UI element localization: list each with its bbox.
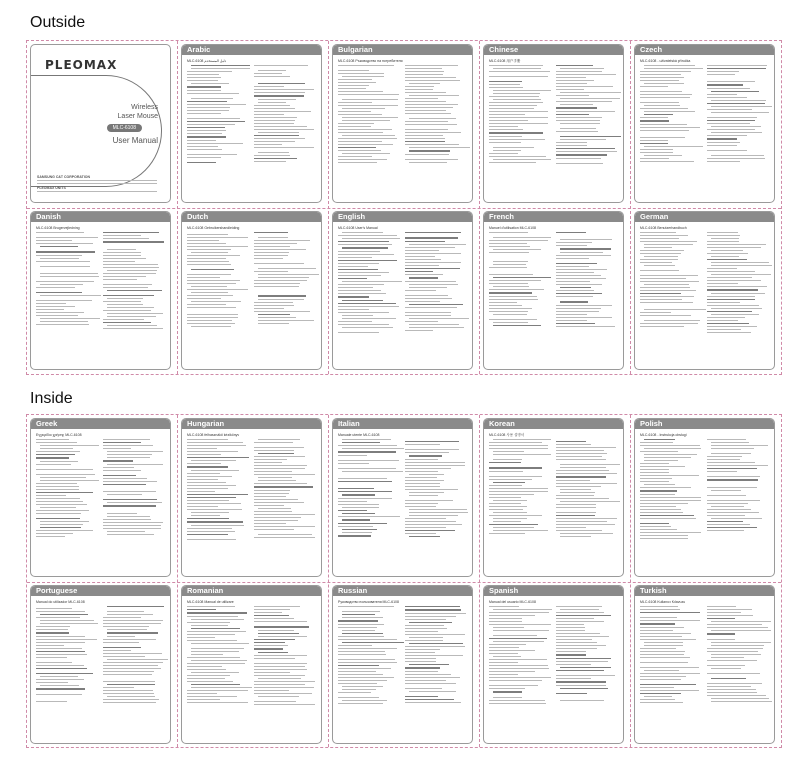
panel-body: [635, 55, 774, 164]
cover-company2: PLEOMAX UNITS: [37, 186, 66, 190]
panel-subtitle: Manual do utilizador MLC-6108: [36, 600, 85, 604]
text-column: [489, 606, 552, 706]
cover-title-line2: Laser Mouse: [117, 113, 158, 120]
panel-subtitle: MLC-6108 Ръководство на потребителя: [338, 59, 403, 63]
panel-subtitle: MLC-6108 Brugervejledning: [36, 226, 80, 230]
text-column: [640, 232, 703, 335]
text-column: [556, 232, 619, 331]
panel-language-title: Czech: [635, 45, 774, 55]
text-column: [640, 606, 703, 705]
panel-language-title: Bulgarian: [333, 45, 472, 55]
language-panel: [332, 585, 473, 744]
panel-subtitle: Руководство пользователя MLC-6108: [338, 600, 399, 604]
text-column: [103, 439, 166, 539]
text-column: [556, 439, 619, 539]
language-panel: [332, 418, 473, 577]
text-column: [338, 65, 401, 165]
panel-body: [484, 429, 623, 539]
language-panel: [634, 585, 775, 744]
inside-heading: Inside: [30, 390, 73, 407]
panel-language-title: Polish: [635, 419, 774, 429]
text-column: [254, 606, 317, 707]
panel-language-title: Italian: [333, 419, 472, 429]
text-column: [405, 606, 468, 707]
text-column: [489, 232, 552, 331]
panel-subtitle: Manuel d'utilisation MLC-6108: [489, 226, 536, 230]
panel-subtitle: MLC-6108 - Instrukcja obsługi: [640, 433, 687, 437]
panel-subtitle: MLC-6108 دليل المستخدم: [187, 59, 227, 63]
text-column: [640, 65, 703, 164]
text-column: [36, 439, 99, 539]
panel-subtitle: MLC-6108 Gebruikershandleiding: [187, 226, 240, 230]
panel-language-title: Russian: [333, 586, 472, 596]
text-column: [103, 606, 166, 705]
text-column: [187, 65, 250, 165]
panel-language-title: Hungarian: [182, 419, 321, 429]
panel-body: [333, 55, 472, 165]
text-column: [640, 439, 703, 541]
text-column: [489, 65, 552, 166]
language-panel: [483, 585, 624, 744]
panel-body: [484, 55, 623, 166]
text-column: [187, 606, 250, 707]
text-column: [338, 439, 401, 539]
panel-subtitle: MLC-6108 User's Manual: [338, 226, 378, 230]
text-column: [707, 606, 770, 705]
language-panel: [332, 44, 473, 203]
panel-subtitle: MLC-6108 用户手册: [489, 59, 521, 63]
panel-language-title: Turkish: [635, 586, 774, 596]
panel-body: [333, 429, 472, 539]
cover-footer: [37, 175, 157, 194]
cover-company1: SAMSUNG C&T CORPORATION: [37, 175, 91, 179]
text-column: [187, 439, 250, 542]
text-column: [489, 439, 552, 539]
panel-language-title: Greek: [31, 419, 170, 429]
text-column: [338, 606, 401, 707]
text-column: [187, 232, 250, 329]
panel-language-title: Romanian: [182, 586, 321, 596]
panel-body: [484, 222, 623, 331]
cover-title-line4: User Manual: [112, 136, 158, 145]
panel-subtitle: MLC-6108 - uživatelská příručka: [640, 59, 691, 63]
panel-subtitle: Εγχειρίδιο χρήσης MLC-6108: [36, 433, 82, 437]
panel-body: [182, 55, 321, 165]
pleomax-logo: PLEOMAX: [45, 58, 118, 72]
panel-language-title: Portuguese: [31, 586, 170, 596]
language-panel: [634, 44, 775, 203]
panel-language-title: Dutch: [182, 212, 321, 222]
panel-subtitle: MLC-6108 Manual de utilizare: [187, 600, 234, 604]
panel-body: [333, 596, 472, 707]
text-column: [405, 65, 468, 165]
text-column: [338, 232, 401, 335]
panel-subtitle: MLC-6108 사용 설명서: [489, 433, 525, 437]
panel-body: [635, 596, 774, 705]
text-column: [254, 65, 317, 165]
language-panel: [30, 211, 171, 370]
panel-body: [182, 222, 321, 329]
panel-subtitle: Manual del usuario MLC-6108: [489, 600, 536, 604]
panel-subtitle: Manuale utente MLC-6108: [338, 433, 380, 437]
panel-language-title: English: [333, 212, 472, 222]
panel-language-title: Arabic: [182, 45, 321, 55]
cover-title-line1: Wireless: [131, 104, 158, 111]
cover-model-badge: MLC-6108: [107, 124, 142, 132]
panel-subtitle: MLC-6108 Kullanıcı Kılavuzu: [640, 600, 686, 604]
language-panel: [483, 211, 624, 370]
panel-subtitle: MLC-6108 Benutzerhandbuch: [640, 226, 687, 230]
language-panel: [181, 211, 322, 370]
text-column: [707, 439, 770, 541]
panel-body: [31, 596, 170, 705]
panel-body: [635, 222, 774, 335]
panel-language-title: Korean: [484, 419, 623, 429]
language-panel: [332, 211, 473, 370]
language-panel: [181, 585, 322, 744]
text-column: [405, 439, 468, 539]
cover-panel: [30, 44, 171, 203]
panel-body: [635, 429, 774, 541]
text-column: [36, 606, 99, 705]
language-panel: [483, 418, 624, 577]
panel-body: [31, 222, 170, 331]
text-column: [707, 232, 770, 335]
outside-heading: Outside: [30, 14, 86, 31]
text-column: [556, 65, 619, 166]
language-panel: [634, 418, 775, 577]
language-panel: [181, 418, 322, 577]
panel-language-title: Spanish: [484, 586, 623, 596]
panel-body: [31, 429, 170, 539]
text-column: [254, 439, 317, 542]
panel-language-title: French: [484, 212, 623, 222]
language-panel: [483, 44, 624, 203]
panel-language-title: Danish: [31, 212, 170, 222]
panel-body: [484, 596, 623, 706]
panel-language-title: German: [635, 212, 774, 222]
panel-body: [182, 596, 321, 707]
panel-language-title: Chinese: [484, 45, 623, 55]
cover-arc-decoration: [30, 75, 162, 187]
language-panel: [181, 44, 322, 203]
language-panel: [634, 211, 775, 370]
text-column: [707, 65, 770, 164]
language-panel: [30, 418, 171, 577]
panel-subtitle: MLC-6108 felhasználói kézikönyv: [187, 433, 240, 437]
text-column: [36, 232, 99, 331]
panel-body: [333, 222, 472, 335]
language-panel: [30, 585, 171, 744]
text-column: [254, 232, 317, 329]
text-column: [556, 606, 619, 706]
text-column: [405, 232, 468, 335]
text-column: [103, 232, 166, 331]
panel-body: [182, 429, 321, 542]
